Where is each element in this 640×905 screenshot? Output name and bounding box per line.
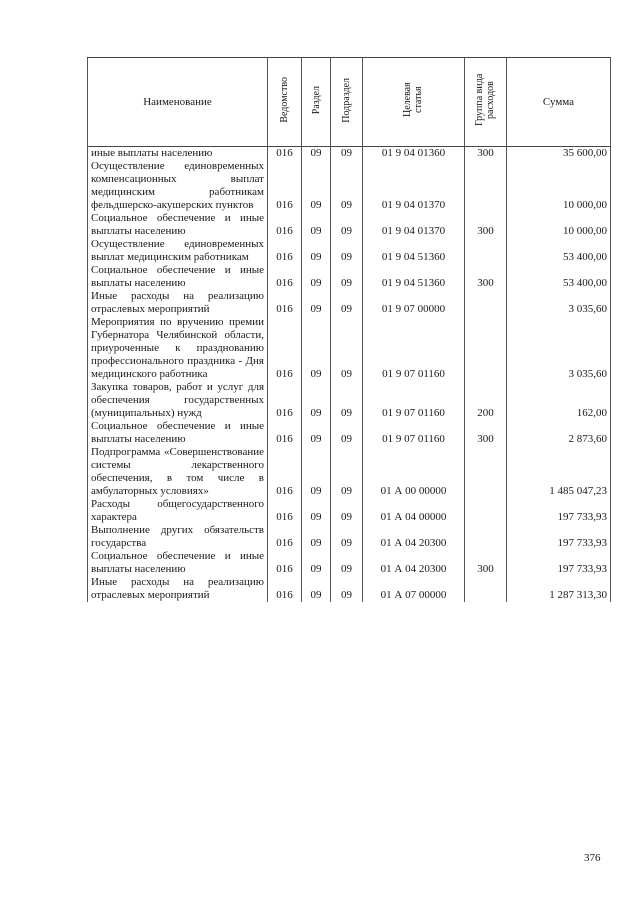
cell-name: Осуществление единовременных компенсационных выплат медицинским работникам фельдшерско-акушерских пунктов <box>88 160 268 212</box>
cell-expense-group <box>465 524 507 550</box>
cell-target: 01 9 04 01360 <box>363 147 465 161</box>
cell-sum: 3 035,60 <box>507 290 611 316</box>
cell-sum: 2 873,60 <box>507 420 611 446</box>
cell-subsection: 09 <box>331 420 363 446</box>
cell-department: 016 <box>268 524 302 550</box>
cell-department: 016 <box>268 446 302 498</box>
cell-section: 09 <box>302 576 331 602</box>
cell-name: Социальное обеспечение и иные выплаты населению <box>88 264 268 290</box>
cell-section: 09 <box>302 420 331 446</box>
cell-target: 01 9 04 01370 <box>363 160 465 212</box>
cell-expense-group <box>465 238 507 264</box>
cell-expense-group <box>465 576 507 602</box>
table-row <box>88 420 611 446</box>
cell-target: 01 А 07 00000 <box>363 576 465 602</box>
cell-target: 01 9 07 00000 <box>363 290 465 316</box>
cell-subsection: 09 <box>331 212 363 238</box>
cell-name: Подпрограмма «Совершенствование системы лекарственного обеспечения, в том числе в амбулаторных условиях» <box>88 446 268 498</box>
cell-target: 01 9 07 01160 <box>363 381 465 420</box>
cell-section: 09 <box>302 550 331 576</box>
cell-section: 09 <box>302 498 331 524</box>
cell-target: 01 А 04 00000 <box>363 498 465 524</box>
cell-target: 01 А 04 20300 <box>363 524 465 550</box>
cell-subsection: 09 <box>331 524 363 550</box>
cell-subsection: 09 <box>331 446 363 498</box>
header-name: Наименование <box>88 58 268 147</box>
cell-subsection: 09 <box>331 290 363 316</box>
table-row <box>88 446 611 498</box>
header-section: Раздел <box>302 58 331 147</box>
cell-expense-group <box>465 160 507 212</box>
cell-department: 016 <box>268 381 302 420</box>
cell-target: 01 А 00 00000 <box>363 446 465 498</box>
cell-name: Закупка товаров, работ и услуг для обеспечения государственных (муниципальных) нужд <box>88 381 268 420</box>
table-body <box>88 147 611 603</box>
cell-expense-group: 300 <box>465 264 507 290</box>
cell-sum: 197 733,93 <box>507 550 611 576</box>
cell-target: 01 9 07 01160 <box>363 316 465 381</box>
cell-subsection: 09 <box>331 147 363 161</box>
cell-expense-group: 300 <box>465 212 507 238</box>
cell-name: Социальное обеспечение и иные выплаты населению <box>88 212 268 238</box>
cell-sum: 3 035,60 <box>507 316 611 381</box>
cell-section: 09 <box>302 316 331 381</box>
cell-name: Мероприятия по вручению премии Губернатора Челябинской области, приуроченные к празднованию профессионального праздника - Дня медицинского работника <box>88 316 268 381</box>
cell-section: 09 <box>302 524 331 550</box>
table-row <box>88 212 611 238</box>
cell-name: Социальное обеспечение и иные выплаты населению <box>88 420 268 446</box>
cell-name: Расходы общегосударственного характера <box>88 498 268 524</box>
header-expense-group: Группа вида расходов <box>465 58 507 147</box>
cell-sum: 1 485 047,23 <box>507 446 611 498</box>
table-row <box>88 160 611 212</box>
table-row <box>88 147 611 161</box>
header-target: Целевая статья <box>363 58 465 147</box>
budget-table <box>87 57 611 602</box>
cell-sum: 162,00 <box>507 381 611 420</box>
cell-section: 09 <box>302 290 331 316</box>
cell-expense-group <box>465 498 507 524</box>
cell-sum: 197 733,93 <box>507 524 611 550</box>
cell-subsection: 09 <box>331 381 363 420</box>
cell-target: 01 9 04 51360 <box>363 238 465 264</box>
cell-subsection: 09 <box>331 160 363 212</box>
cell-expense-group: 200 <box>465 381 507 420</box>
cell-department: 016 <box>268 160 302 212</box>
cell-expense-group <box>465 316 507 381</box>
cell-sum: 10 000,00 <box>507 160 611 212</box>
cell-sum: 197 733,93 <box>507 498 611 524</box>
table-header <box>88 58 611 147</box>
table-row <box>88 498 611 524</box>
table-row <box>88 316 611 381</box>
table-row <box>88 238 611 264</box>
table-row <box>88 576 611 602</box>
cell-section: 09 <box>302 238 331 264</box>
cell-expense-group: 300 <box>465 550 507 576</box>
cell-sum: 35 600,00 <box>507 147 611 161</box>
cell-section: 09 <box>302 147 331 161</box>
cell-name: Социальное обеспечение и иные выплаты населению <box>88 550 268 576</box>
cell-section: 09 <box>302 212 331 238</box>
cell-subsection: 09 <box>331 316 363 381</box>
cell-subsection: 09 <box>331 498 363 524</box>
table-row <box>88 381 611 420</box>
cell-expense-group: 300 <box>465 147 507 161</box>
table-row <box>88 290 611 316</box>
header-department: Ведомство <box>268 58 302 147</box>
cell-name: Иные расходы на реализацию отраслевых мероприятий <box>88 290 268 316</box>
cell-expense-group <box>465 446 507 498</box>
cell-sum: 53 400,00 <box>507 264 611 290</box>
table-row <box>88 524 611 550</box>
header-subsection: Подраздел <box>331 58 363 147</box>
cell-section: 09 <box>302 381 331 420</box>
cell-expense-group: 300 <box>465 420 507 446</box>
cell-subsection: 09 <box>331 576 363 602</box>
cell-sum: 53 400,00 <box>507 238 611 264</box>
cell-department: 016 <box>268 498 302 524</box>
cell-department: 016 <box>268 576 302 602</box>
cell-name: Осуществление единовременных выплат медицинским работникам <box>88 238 268 264</box>
cell-department: 016 <box>268 147 302 161</box>
cell-target: 01 9 04 51360 <box>363 264 465 290</box>
header-sum: Сумма <box>507 58 611 147</box>
cell-section: 09 <box>302 160 331 212</box>
table-row <box>88 264 611 290</box>
cell-target: 01 9 04 01370 <box>363 212 465 238</box>
cell-department: 016 <box>268 550 302 576</box>
cell-department: 016 <box>268 316 302 381</box>
cell-subsection: 09 <box>331 550 363 576</box>
cell-department: 016 <box>268 212 302 238</box>
cell-section: 09 <box>302 264 331 290</box>
page-number: 376 <box>584 852 601 864</box>
cell-name: иные выплаты населению <box>88 147 268 161</box>
cell-department: 016 <box>268 264 302 290</box>
cell-sum: 10 000,00 <box>507 212 611 238</box>
table-row <box>88 550 611 576</box>
cell-section: 09 <box>302 446 331 498</box>
cell-department: 016 <box>268 290 302 316</box>
cell-sum: 1 287 313,30 <box>507 576 611 602</box>
cell-department: 016 <box>268 420 302 446</box>
cell-expense-group <box>465 290 507 316</box>
cell-subsection: 09 <box>331 238 363 264</box>
cell-target: 01 9 07 01160 <box>363 420 465 446</box>
cell-subsection: 09 <box>331 264 363 290</box>
cell-department: 016 <box>268 238 302 264</box>
cell-name: Выполнение других обязательств государства <box>88 524 268 550</box>
cell-name: Иные расходы на реализацию отраслевых мероприятий <box>88 576 268 602</box>
cell-target: 01 А 04 20300 <box>363 550 465 576</box>
